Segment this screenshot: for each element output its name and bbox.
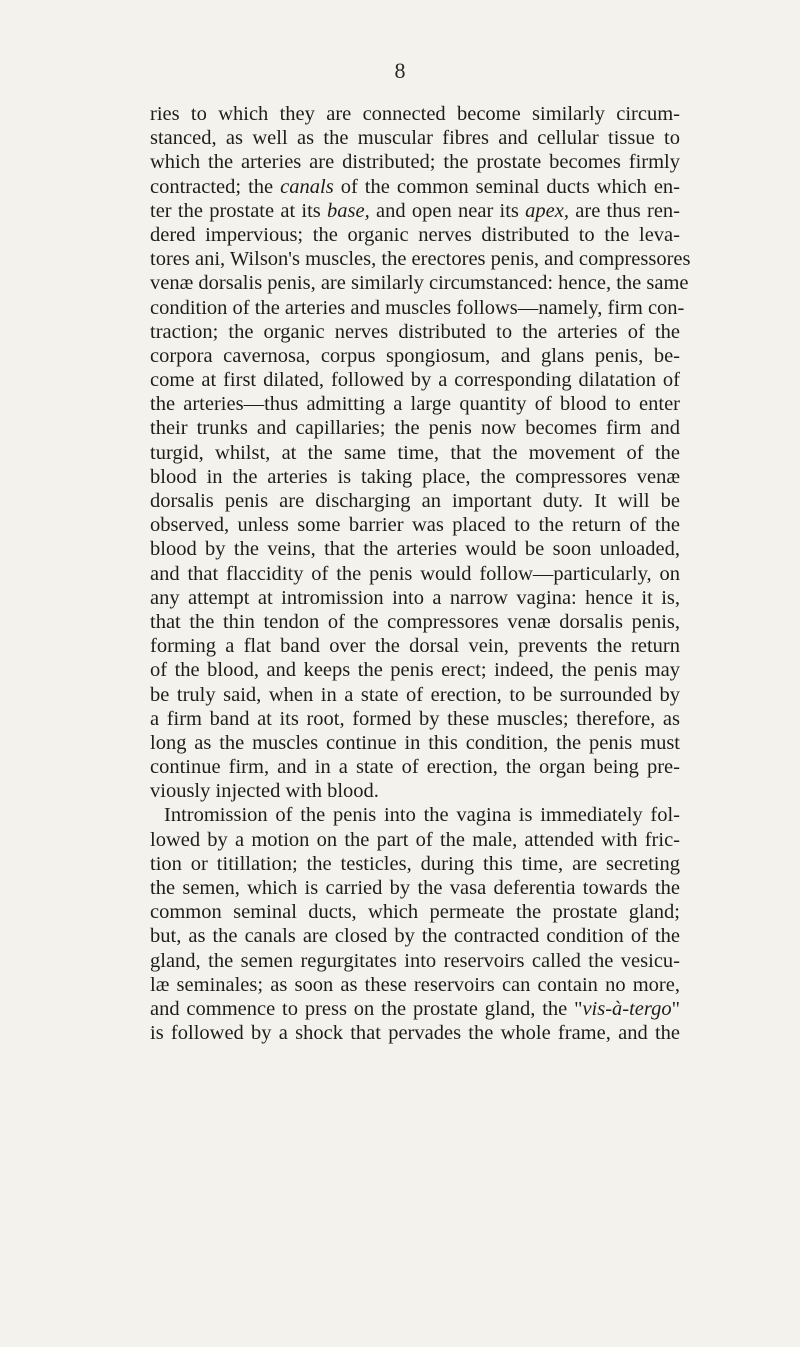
text-line xyxy=(150,368,680,392)
text-segment: turgid, whilst, at the same time, that the movement of the xyxy=(150,441,680,464)
text-segment: that the thin tendon of the compressores venæ dorsalis penis, xyxy=(150,610,680,633)
text-line xyxy=(150,731,680,755)
text-segment: tion or titillation; the testicles, during this time, are secreting xyxy=(150,852,680,875)
text-segment: the arteries—thus admitting a large quantity of blood to enter xyxy=(150,393,680,416)
text-segment: ries to which they are connected become similarly circum- xyxy=(150,103,680,125)
text-segment: traction; the organic nerves distributed to the arteries of the xyxy=(150,320,680,343)
text-line xyxy=(150,779,680,803)
text-segment: viously injected with blood. xyxy=(150,780,379,803)
text-line xyxy=(150,828,680,852)
text-segment: contracted; the xyxy=(150,175,281,198)
text-line xyxy=(150,707,680,731)
text-line xyxy=(150,199,680,223)
text-line xyxy=(150,997,680,1021)
text-line xyxy=(150,683,680,707)
text-line xyxy=(150,271,689,295)
text-line xyxy=(150,465,680,489)
text-line xyxy=(150,296,685,320)
text-segment: is followed by a shock that pervades the whole frame, and the xyxy=(150,1022,680,1045)
text-line xyxy=(150,949,680,973)
text-segment: læ seminales; as soon as these reservoirs can contain no more, xyxy=(150,973,680,996)
text-line xyxy=(150,489,680,513)
text-line xyxy=(150,634,680,658)
text-line xyxy=(150,586,680,610)
text-segment: observed, unless some barrier was placed to the return of the xyxy=(150,514,680,537)
text-segment: and that flaccidity of the penis would follow—particularly, on xyxy=(150,562,680,585)
text-line xyxy=(150,247,691,271)
text-segment: corpora cavernosa, corpus spongiosum, and glans penis, be- xyxy=(150,344,680,367)
text-segment: dered impervious; the organic nerves distributed to the leva- xyxy=(150,223,680,246)
text-line xyxy=(150,658,680,682)
text-segment: of the blood, and keeps the penis erect; indeed, the penis may xyxy=(150,659,680,682)
text-segment: dorsalis penis are discharging an important duty. It will be xyxy=(150,490,680,512)
text-line xyxy=(150,126,680,150)
page-number: 8 xyxy=(394,58,406,83)
text-segment: come at first dilated, followed by a corresponding dilatation of xyxy=(150,369,680,392)
text-line xyxy=(150,320,680,344)
text-segment: forming a flat band over the dorsal vein, prevents the return xyxy=(150,635,680,658)
text-segment: lowed by a motion on the part of the male, attended with fric- xyxy=(150,828,680,851)
text-segment: continue firm, and in a state of erection, the organ being pre- xyxy=(150,756,680,779)
text-line xyxy=(150,924,680,948)
text-line xyxy=(150,175,680,199)
text-segment: Intromission of the penis into the vagina is immediately fol- xyxy=(164,804,680,827)
text-segment: of the common seminal ducts which en- xyxy=(333,175,681,198)
text-segment: blood in the arteries is taking place, the compressores venæ xyxy=(150,465,680,488)
text-segment: and commence to press on the prostate gland, the " xyxy=(150,997,583,1020)
text-segment: " xyxy=(671,997,680,1020)
text-line xyxy=(150,102,680,126)
text-line xyxy=(150,441,680,465)
text-segment: ter the prostate at its xyxy=(150,199,328,222)
text-line xyxy=(150,562,680,586)
text-line xyxy=(150,610,680,634)
italic-text: base, xyxy=(327,199,370,222)
text-line xyxy=(150,150,680,174)
text-line xyxy=(150,900,680,924)
text-segment: which the arteries are distributed; the prostate becomes firmly xyxy=(150,151,680,174)
text-segment: the semen, which is carried by the vasa deferentia towards the xyxy=(150,877,680,899)
text-line xyxy=(150,223,680,247)
text-line xyxy=(150,852,680,876)
text-segment: gland, the semen regurgitates into reservoirs called the vesicu- xyxy=(150,949,680,972)
text-line xyxy=(150,755,680,779)
text-segment: any attempt at intromission into a narrow vagina: hence it is, xyxy=(150,586,680,609)
text-segment: long as the muscles continue in this condition, the penis must xyxy=(150,731,680,754)
text-line xyxy=(150,344,680,368)
text-line xyxy=(150,1021,680,1045)
italic-text: apex, xyxy=(525,199,569,222)
text-line xyxy=(150,513,680,537)
text-segment: condition of the arteries and muscles follows—namely, firm con- xyxy=(150,296,685,319)
text-segment: stanced, as well as the muscular fibres and cellular tissue to xyxy=(150,127,680,150)
text-line xyxy=(150,973,680,997)
text-segment: but, as the canals are closed by the contracted condition of the xyxy=(150,925,680,948)
text-segment: be truly said, when in a state of erection, to be surrounded by xyxy=(150,683,680,706)
text-segment: common seminal ducts, which permeate the prostate gland; xyxy=(150,901,680,924)
text-line xyxy=(150,803,680,827)
text-segment: blood by the veins, that the arteries would be soon unloaded, xyxy=(150,538,680,561)
text-segment: a firm band at its root, formed by these muscles; therefore, as xyxy=(150,707,680,730)
text-segment: their trunks and capillaries; the penis now becomes firm and xyxy=(150,417,680,440)
text-line xyxy=(150,416,680,440)
text-line xyxy=(150,392,680,416)
text-segment: venæ dorsalis penis, are similarly circumstanced: hence, the same xyxy=(150,272,689,295)
text-segment: and open near its xyxy=(369,199,526,222)
italic-text: vis-à-tergo xyxy=(582,997,672,1020)
text-line xyxy=(150,537,680,561)
italic-text: canals xyxy=(280,175,334,198)
text-segment: are thus ren- xyxy=(569,199,680,222)
text-segment: tores ani, Wilson's muscles, the erectores penis, and compressores xyxy=(150,248,691,271)
text-line xyxy=(150,876,680,900)
body-text xyxy=(150,102,691,1045)
